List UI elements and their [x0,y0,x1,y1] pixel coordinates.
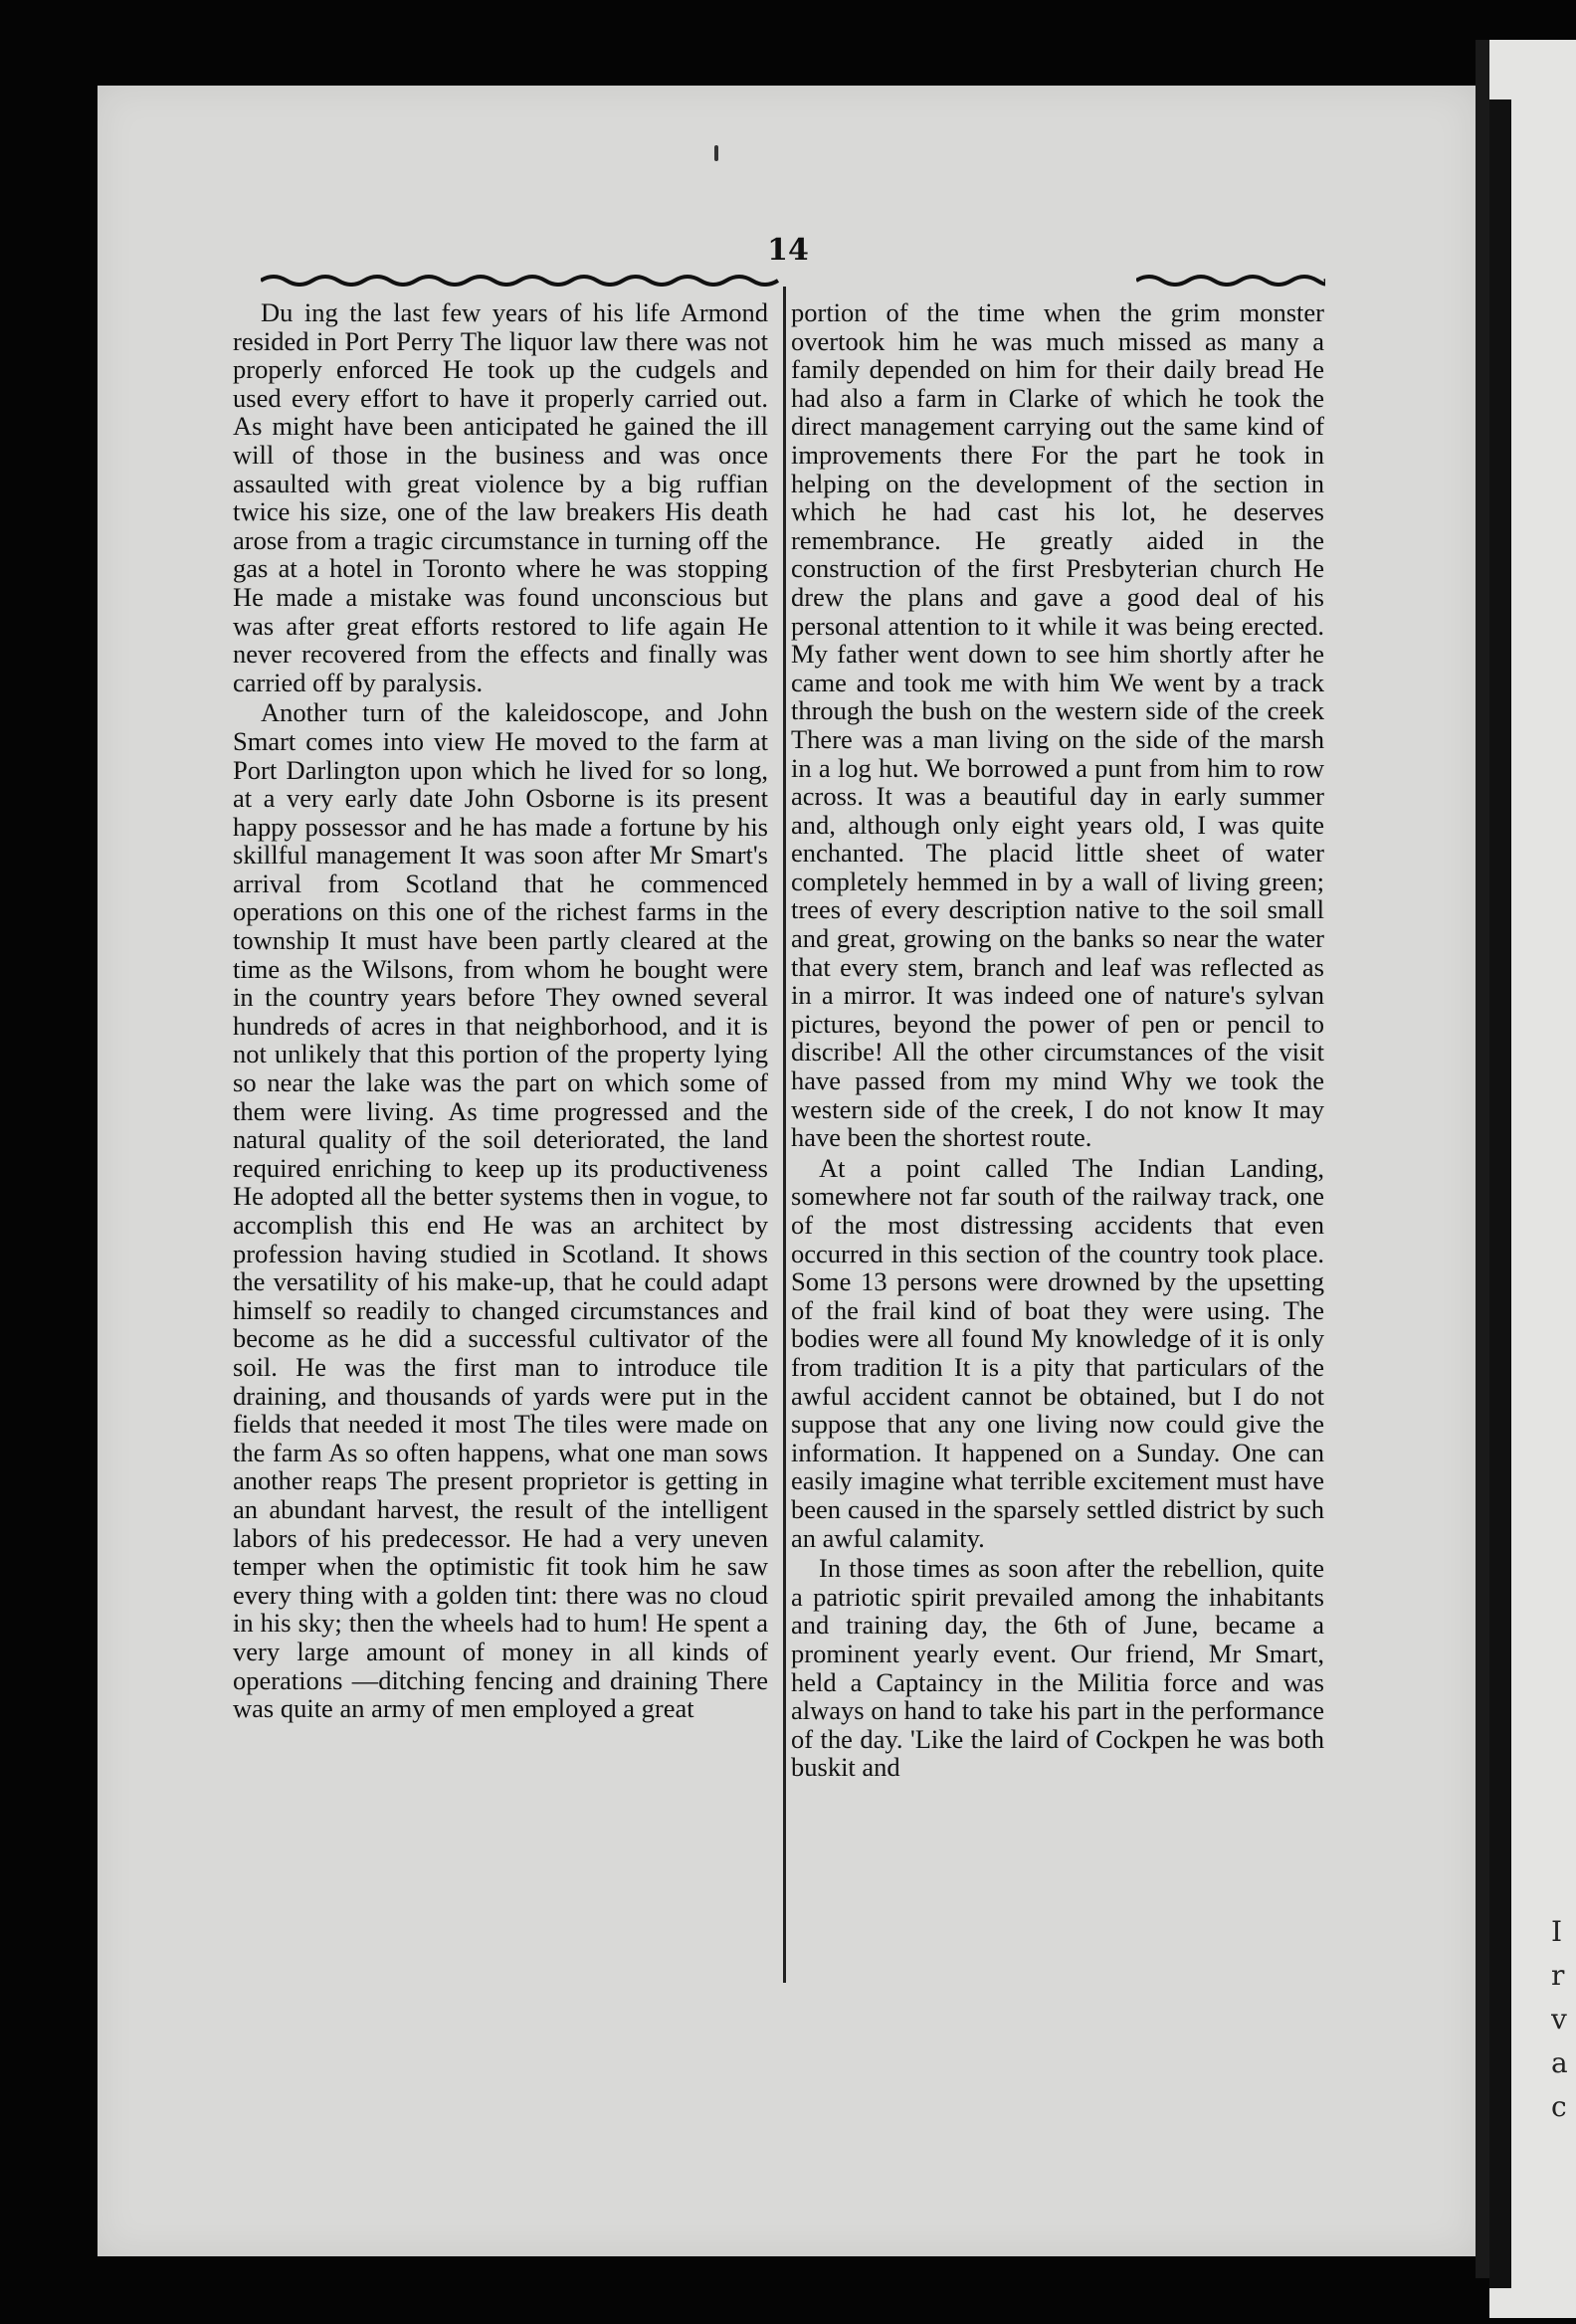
next-page-letter: v [1551,2003,1567,2035]
column-divider [783,287,786,1983]
header-rule-right [1136,271,1325,287]
page-number: 14 [767,233,809,268]
ink-speck [714,145,718,161]
next-page-letters [1551,1910,1576,2129]
next-page-edge [1489,40,1576,2318]
wavy-rule-icon [1136,271,1325,287]
paragraph: At a point called The Indian Landing, somewhere not far south of the railway track, one of the most distressing accidents that even occurred in this section of the country took place. Some 13 persons were drowned by the upsetting of the frail kind of boat they were using. The bodies were all found My knowledge of it is only from tradition It is a pity that particulars of the awful accident cannot be obtained, but I do not suppose that any one living now could give the information. It happened on a Sunday. One can easily imagine what terrible excitement must have been caused in the sparsely settled district by such an awful calamity. [791,1152,1324,1553]
page-shadow [1476,40,1489,2278]
left-column [233,298,768,1723]
paragraph: Another turn of the kaleidoscope, and John Smart comes into view He moved to the farm at Port Darlington upon which he lived for so long, at a very early date John Osborne is its present happy possessor and he has made a fortune by his skillful management It was soon after Mr Smart's arrival from Scotland that he commenced operations on this one of the richest farms in the township It must have been partly cleared at the time as the Wilsons, from whom he bought were in the country years before They owned several hundreds of acres in that neighborhood, and it is not unlikely that this portion of the property lying so near the lake was the part on which some of them were living. As time progressed and the natural quality of the soil deteriorated, the land required enriching to keep up its productiveness He adopted all the better systems then in vogue, to accomplish this end He was an architect by profession having studied in Scotland. It shows the versatility of his make-up, that he could adapt himself so readily to changed circumstances and become as he did a successful cultivator of the soil. He was the first man to introduce tile draining, and thousands of yards were put in the fields that needed it most The tiles were made on the farm As so often happens, what one man sows another reaps The present proprietor is getting in an abundant harvest, the result of the intelligent labors of his predecessor. He had a very uneven temper when the optimistic fit took him he saw every thing with a golden tint: there was no cloud in his sky; then the wheels had to hum! He spent a very large amount of money in all kinds of operations —ditching fencing and draining There was quite an army of men employed a great [233,697,768,1724]
next-page-letter: c [1551,2090,1567,2123]
paragraph: Du ing the last few years of his life Armond resided in Port Perry The liquor law there was not properly enforced He took up the cudgels and used every effort to have it properly carried out. As might have been anticipated he gained the ill will of those in the business and was once assaulted with great violence by a big ruffian twice his size, one of the law breakers His death arose from a tragic circumstance in turning off the gas at a hotel in Toronto where he was stopping He made a mistake was found unconscious but was after great efforts restored to life again He never recovered from the effects and finally was carried off by paralysis. [233,297,768,697]
next-page-letter: r [1551,1959,1565,1992]
next-page-letter: I [1551,1915,1563,1948]
paragraph: In those times as soon after the rebellion, quite a patriotic spirit prevailed among the inhabitants and training day, the 6th of June, became a prominent yearly event. Our friend, Mr Smart, held a Captaincy in the Militia force and was always on hand to take his part in the performance of the day. 'Like the laird of Cockpen he was both buskit and [791,1553,1324,1783]
paragraph: portion of the time when the grim monster overtook him he was much missed as many a family depended on him for their daily bread He had also a farm in Clarke of which he took the direct management carrying out the same kind of improvements there For the part he took in helping on the development of the section in which he had cast his lot, he deserves remembrance. He greatly aided in the construction of the first Presbyterian church He drew the plans and gave a good deal of his personal attention to it while it was being erected. My father went down to see him shortly after he came and took me with him We went by a track through the bush on the western side of the creek There was a man living on the side of the marsh in a log hut. We borrowed a punt from him to row across. It was a beautiful day in early summer and, although only eight years old, I was quite enchanted. The placid little sheet of water completely hemmed in by a wall of living green; trees of every description native to the soil small and great, growing on the banks so near the water that every stem, branch and leaf was reflected as in a mirror. It was indeed one of nature's sylvan pictures, beyond the power of pen or pencil to discribe! All the other circumstances of the visit have passed from my mind Why we took the western side of the creek, I do not know It may have been the shortest route. [791,297,1324,1153]
next-page-letter: a [1551,2046,1568,2079]
wavy-rule-icon [261,271,780,287]
next-page-margin [1489,99,1511,2288]
header-rule-left [261,271,780,287]
right-column [791,298,1324,1782]
